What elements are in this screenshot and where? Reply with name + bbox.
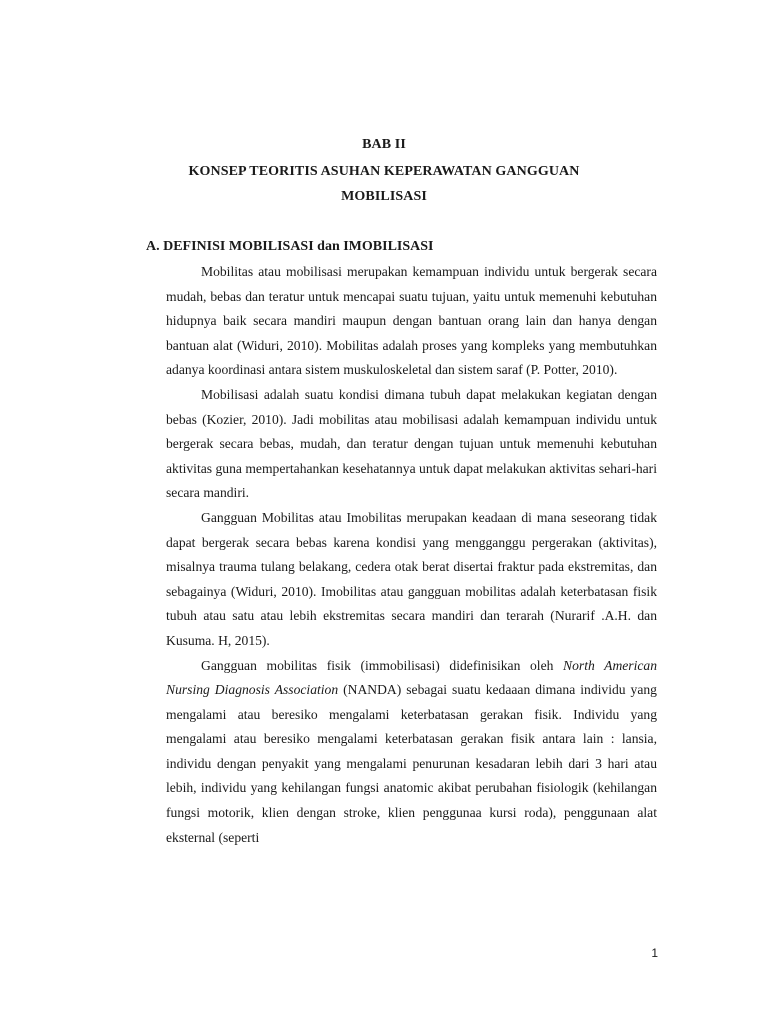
paragraph-2: Mobilisasi adalah suatu kondisi dimana tubuh dapat melakukan kegiatan dengan bebas (Kozier, 2010). Jadi mobilitas atau mobilisasi adalah kemampuan individu untuk bergerak secara bebas, mudah, dan teratur dengan tujuan untuk memenuhi kebutuhan aktivitas guna mempertahankan kesehatannya untuk dapat melakukan aktivitas sehari-hari secara mandiri. — [166, 386, 657, 501]
paragraph-4 — [166, 654, 657, 851]
paragraph-1: Mobilitas atau mobilisasi merupakan kemampuan individu untuk bergerak secara mudah, bebas dan teratur untuk mencapai suatu tujuan, yaitu untuk memenuhi kebutuhan hidupnya baik secara mandiri maupun dengan bantuan orang lain dan hanya dengan bantuan alat (Widuri, 2010). Mobilitas adalah proses yang kompleks yang membutuhkan adanya koordinasi antara sistem muskuloskeletal dan sistem saraf (P. Potter, 2010). — [166, 264, 657, 378]
chapter-title-line-1: KONSEP TEORITIS ASUHAN KEPERAWATAN GANGGUAN — [188, 164, 580, 179]
paragraph-4-italic-term: North American Nursing Diagnosis Association — [166, 657, 657, 698]
page-number: 1 — [651, 946, 658, 960]
chapter-title-line-2: MOBILISASI — [341, 189, 427, 204]
body-text — [166, 260, 657, 850]
paragraph-3: Gangguan Mobilitas atau Imobilitas merupakan keadaan di mana seseorang tidak dapat bergerak secara bebas karena kondisi yang mengganggu pergerakan (aktivitas), misalnya trauma tulang belakang, cedera otak berat disertai fraktur pada ekstremitas, dan sebagainya (Widuri, 2010). Imobilitas atau gangguan mobilitas adalah keterbatasan fisik tubuh atau satu atau lebih ekstremitas secara mandiri dan terarah (Nurarif .A.H. dan Kusuma. H, 2015). — [166, 509, 657, 648]
paragraph-4-text-after: (NANDA) sebagai suatu kedaaan dimana individu yang mengalami atau beresiko mengalami keterbatasan gerakan fisik. Individu yang mengalami atau beresiko mengalami keterbatasan gerakan fisik antara lain : lansia, individu dengan penyakit yang mengalami penurunan kesadaran lebih dari 3 hari atau lebih, individu yang kehilangan fungsi anatomic akibat perubahan fisiologik (kehilangan fungsi motorik, klien dengan stroke, klien penggunaa kursi roda), penggunaan alat eksternal (seperti — [166, 682, 657, 845]
paragraph-4-text-before: Gangguan mobilitas fisik (immobilisasi) didefinisikan oleh — [201, 657, 564, 673]
section-heading: A. DEFINISI MOBILISASI dan IMOBILISASI — [146, 239, 434, 254]
chapter-label: BAB II — [362, 137, 406, 152]
